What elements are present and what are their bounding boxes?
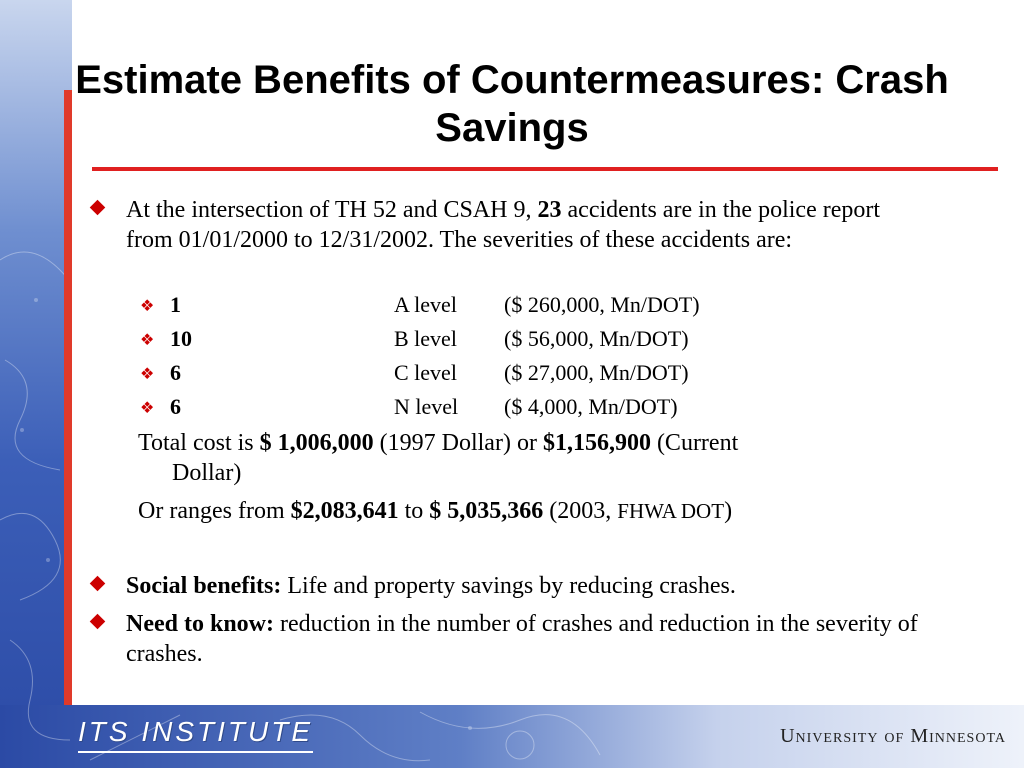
severity-cost: ($ 27,000, Mn/DOT) [504,360,689,385]
diamond-sub-bullet-icon: ❖ [140,398,155,417]
range-prefix: Or ranges from [138,498,291,524]
severity-level: C level [394,360,457,385]
diamond-sub-bullet-icon: ❖ [140,364,155,383]
range-source: FHWA DOT [617,499,725,523]
severity-level: B level [394,326,457,351]
diamond-sub-bullet-icon: ❖ [140,330,155,349]
bullet-text [126,195,922,255]
severity-level: A level [394,292,457,317]
total-prefix: Total cost is [138,430,260,456]
severity-cost: ($ 4,000, Mn/DOT) [504,394,678,419]
diamond-bullet-icon [90,200,106,216]
social-text: Life and property savings by reducing crashes. [281,573,736,599]
severity-item [140,358,840,388]
diamond-sub-bullet-icon: ❖ [140,296,155,315]
total-suffix: (Current [650,430,739,456]
range-suffix-close: ) [724,498,733,524]
severity-cost: ($ 260,000, Mn/DOT) [504,292,700,317]
need-label: Need to know: [126,611,274,637]
severity-count: 6 [170,394,181,419]
total-suffix-continued: Dollar) [172,460,242,486]
severity-count: 1 [170,292,181,317]
slide-title: Estimate Benefits of Countermeasures: Crash Savings [75,58,949,150]
severity-count: 6 [170,360,181,385]
diamond-bullet-icon [90,576,106,592]
need-text: reduction in the number of crashes and reduction in the severity of crashes. [126,611,918,667]
severity-cost: ($ 56,000, Mn/DOT) [504,326,689,351]
accent-bar [64,90,72,705]
bullet-text [126,609,922,669]
bullet-text-part1: At the intersection of TH 52 and CSAH 9, [126,197,538,223]
bullet-social-benefits [92,571,922,601]
range-suffix: (2003, [543,498,618,524]
severity-count: 10 [170,326,192,351]
social-label: Social benefits: [126,573,282,599]
university-wordmark: University of Minnesota [780,725,1006,747]
its-institute-logo: ITS INSTITUTE [78,715,313,753]
bullet-need-to-know [92,609,922,669]
diamond-bullet-icon [90,614,106,630]
severity-item [140,290,840,320]
range-mid: to [398,498,430,524]
bullet-text-part2: accidents are in the police report from 01/01/2000 to 12/31/2002. The severities of these accidents are: [126,197,881,253]
severity-level: N level [394,394,459,419]
severity-item [140,392,840,422]
bullet-text [126,571,922,601]
range-low: $2,083,641 [290,498,399,524]
total-1997-amount: $ 1,006,000 [259,430,374,456]
title-divider [92,167,998,171]
total-mid: (1997 Dollar) or [373,430,543,456]
bullet-intersection [92,195,922,255]
footer [0,705,1024,768]
accident-count: 23 [537,197,562,223]
cost-range [138,496,898,526]
total-cost [138,428,898,488]
severity-item [140,324,840,354]
total-current-amount: $1,156,900 [542,430,651,456]
range-high: $ 5,035,366 [429,498,544,524]
